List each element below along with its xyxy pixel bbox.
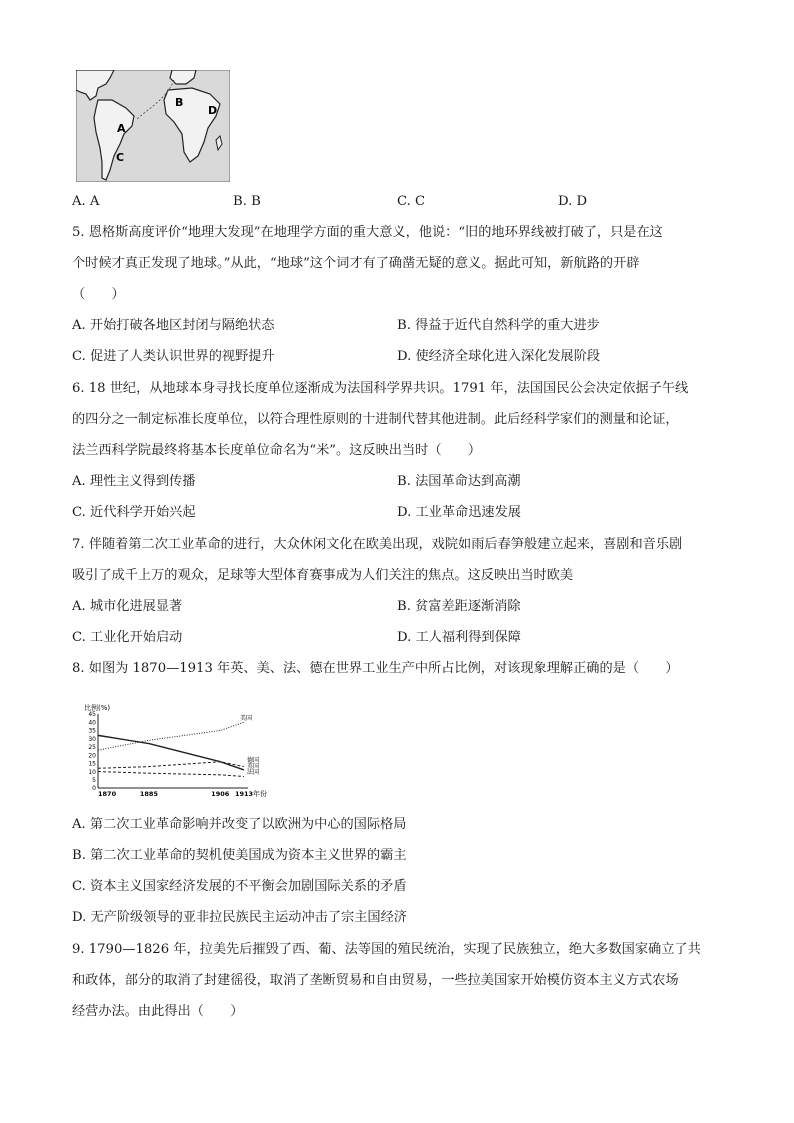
q7-stem-line-2: 吸引了成千上万的观众，足球等大型体育赛事成为人们关注的焦点。这反映出当时欧美 xyxy=(72,568,574,583)
chart-series-label: 德国 xyxy=(247,757,260,764)
q9-stem-line-3: 经营办法。由此得出（ ） xyxy=(72,1004,244,1019)
q7-stem-line-1: 7. 伴随着第二次工业革命的进行，大众休闲文化在欧美出现，戏院如雨后春笋般建立起来，喜剧和音乐剧 xyxy=(72,537,683,552)
q6-option-a[interactable]: A. 理性主义得到传播 xyxy=(72,474,196,489)
map-label-a: A xyxy=(117,122,126,135)
chart-y-tick-label: 20 xyxy=(88,752,96,760)
q6-stem-line-2: 的四分之一制定标准长度单位，以符合理性原则的十进制代替其他进制。此后经科学家们的测量和论证， xyxy=(72,412,679,427)
q5-stem-line-1: 5. 恩格斯高度评价“地理大发现”在地理学方面的重大意义，他说：“旧的地环界线被打破了，只是在这 xyxy=(72,225,663,240)
chart-ylabel: 比例(%) xyxy=(84,704,111,712)
q6-option-d[interactable]: D. 工业革命迅速发展 xyxy=(397,505,521,520)
q6-option-c[interactable]: C. 近代科学开始兴起 xyxy=(72,505,196,520)
chart-series-label: 美国 xyxy=(240,715,253,723)
q6-option-b[interactable]: B. 法国革命达到高潮 xyxy=(397,474,521,489)
q9-stem-line-1: 9. 1790—1826 年，拉美先后摧毁了西、葡、法等国的殖民统治，实现了民族独立，绝大多数国家确立了共 xyxy=(72,942,701,957)
q5-option-a[interactable]: A. 开始打破各地区封闭与隔绝状态 xyxy=(72,318,275,333)
q7-option-b[interactable]: B. 贫富差距逐渐消除 xyxy=(397,599,521,614)
chart-y-tick-label: 40 xyxy=(88,719,96,727)
q9-stem-line-2: 和政体，部分的取消了封建徭役，取消了垄断贸易和自由贸易，一些拉美国家开始模仿资本主义方式农场 xyxy=(72,973,679,988)
map-label-b: B xyxy=(175,96,184,109)
q8-option-c[interactable]: C. 资本主义国家经济发展的不平衡会加剧国际关系的矛盾 xyxy=(72,879,407,894)
chart-series-label: 英国 xyxy=(247,763,260,770)
q8-stem-line-1: 8. 如图为 1870—1913 年英、美、法、德在世界工业生产中所占比例，对该现象理解正确的是（ ） xyxy=(72,661,679,676)
q6-stem-line-1: 6. 18 世纪，从地球本身寻找长度单位逐渐成为法国科学界共识。1791 年，法国国民公会决定依据子午线 xyxy=(72,381,689,396)
q8-option-d[interactable]: D. 无产阶级领导的亚非拉民族民主运动冲击了宗主国经济 xyxy=(72,910,407,925)
chart-y-tick-label: 35 xyxy=(88,727,96,735)
chart-x-tick-label: 1870 xyxy=(98,790,117,798)
map-label-d: D xyxy=(208,104,218,117)
world-map-figure xyxy=(76,70,230,182)
chart-y-tick-label: 30 xyxy=(88,735,96,743)
q4-option-d[interactable]: D. D xyxy=(558,194,588,209)
q7-option-d[interactable]: D. 工人福利得到保障 xyxy=(397,630,521,645)
q7-option-a[interactable]: A. 城市化进展显著 xyxy=(72,599,183,614)
chart-y-tick-label: 15 xyxy=(88,760,96,768)
chart-y-tick-label: 25 xyxy=(88,744,96,752)
q4-option-b[interactable]: B. B xyxy=(233,194,261,209)
q5-stem-line-2: 个时候才真正发现了地球。”从此，“地球”这个词才有了确凿无疑的意义。据此可知，新航路的开辟 xyxy=(72,256,640,271)
q8-option-b[interactable]: B. 第二次工业革命的契机使美国成为资本主义世界的霸主 xyxy=(72,848,407,863)
chart-y-tick-label: 10 xyxy=(88,768,96,776)
industrial-share-chart xyxy=(84,702,284,802)
map-label-c: C xyxy=(116,151,125,164)
chart-series-label: 法国 xyxy=(247,769,260,776)
q8-option-a[interactable]: A. 第二次工业革命影响并改变了以欧洲为中心的国际格局 xyxy=(72,817,407,832)
q5-stem-line-3: （ ） xyxy=(72,287,125,302)
q5-option-d[interactable]: D. 使经济全球化进入深化发展阶段 xyxy=(397,349,601,364)
q4-option-c[interactable]: C. C xyxy=(397,194,426,209)
q6-stem-line-3: 法兰西科学院最终将基本长度单位命名为“米”。这反映出当时（ ） xyxy=(72,443,482,458)
q5-option-c[interactable]: C. 促进了人类认识世界的视野提升 xyxy=(72,349,275,364)
chart-y-tick-label: 0 xyxy=(92,785,96,793)
chart-series-line xyxy=(98,772,244,777)
chart-series-line xyxy=(98,735,244,770)
chart-y-tick-label: 5 xyxy=(92,776,96,784)
chart-xlabel: 年份 xyxy=(253,790,267,798)
q7-option-c[interactable]: C. 工业化开始启动 xyxy=(72,630,183,645)
chart-series-line xyxy=(98,722,244,750)
q4-option-a[interactable]: A. A xyxy=(72,194,100,209)
chart-x-tick-label: 1906 xyxy=(211,790,230,798)
chart-y-tick-label: 45 xyxy=(88,711,96,719)
q5-option-b[interactable]: B. 得益于近代自然科学的重大进步 xyxy=(397,318,600,333)
chart-x-tick-label: 1885 xyxy=(139,790,158,798)
chart-x-tick-label: 1913 xyxy=(234,790,254,798)
